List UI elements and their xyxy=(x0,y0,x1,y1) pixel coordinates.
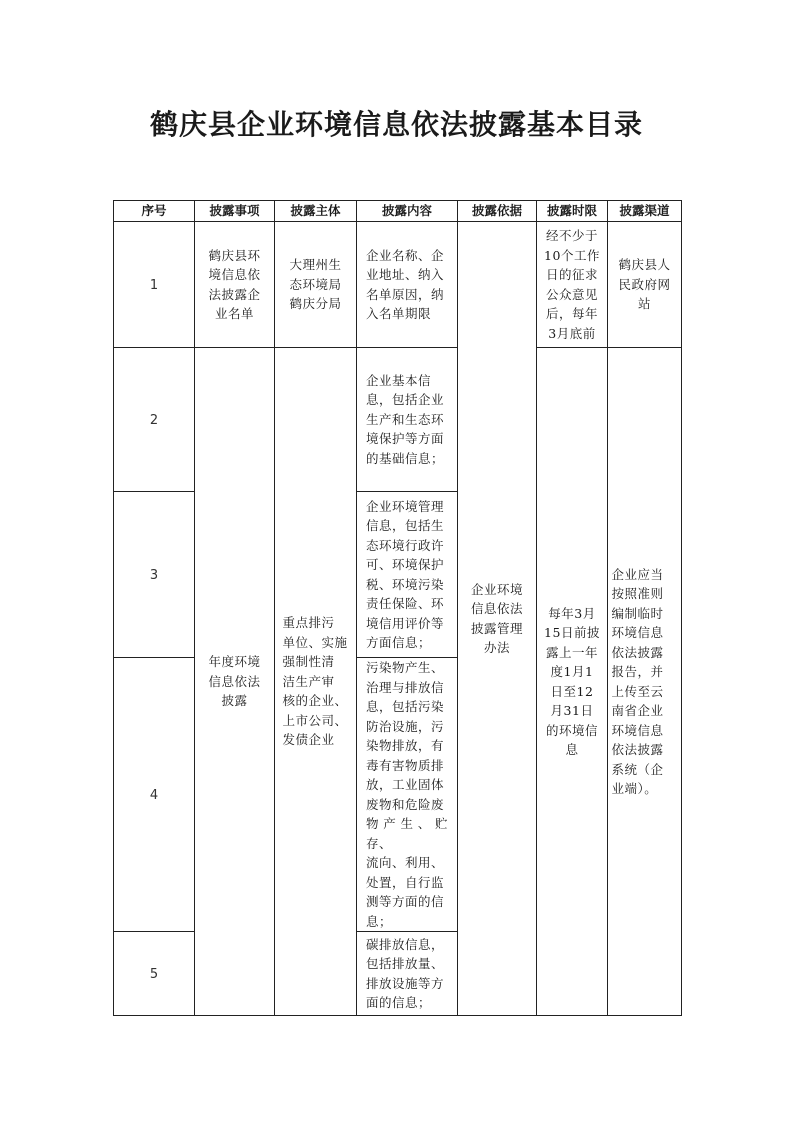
header-seq: 序号 xyxy=(114,201,195,222)
row-1-deadline xyxy=(537,222,608,348)
row-2-content xyxy=(357,348,458,492)
content-text: 企业名称、企 业地址、纳入 名单原因，纳 入名单期限 xyxy=(366,247,445,321)
group-subject-text: 重点排污 单位、实施 强制性清 洁生产审 核的企业、 上市公司、 发债企业 xyxy=(282,615,348,748)
content-text: 污染物产生、 治理与排放信 息，包括污染 防治设施，污 染物排放，有 毒有害物质排 放，工业固体 废物和危险废 物产生、贮存、 流向、利用、 处置，自行监 测等方面的信 息； xyxy=(366,660,448,929)
seq-number: 2 xyxy=(149,412,159,428)
row-4-content xyxy=(357,658,458,932)
item-text: 鹤庆县环 境信息依 法披露企 业名单 xyxy=(208,247,261,321)
content-text: 碳排放信息， 包括排放量、 排放设施等方 面的信息； xyxy=(366,936,445,1010)
row-1-seq xyxy=(114,222,195,348)
subject-text: 大理州生 态环境局 鹤庆分局 xyxy=(289,257,342,312)
row-5-content xyxy=(357,932,458,1016)
content-text: 企业基本信 息，包括企业 生产和生态环 境保护等方面 的基础信息； xyxy=(366,372,445,466)
row-3-content xyxy=(357,492,458,658)
group-channel-text: 企业应当 按照准则 编制临时 环境信息 依法披露 报告，并 上传至云 南省企业 环境信息 依法披露 系统（企 业端）。 xyxy=(611,566,664,796)
basis-text: 企业环境 信息依法 披露管理 办法 xyxy=(470,581,523,655)
row-1-content xyxy=(357,222,458,348)
seq-number: 3 xyxy=(149,567,159,583)
content-text: 企业环境管理 信息，包括生 态环境行政许 可、环境保护 税、环境污染 责任保险、环 境信用评价等 方面信息； xyxy=(366,498,445,650)
row-1-subject xyxy=(275,222,357,348)
header-item: 披露事项 xyxy=(195,201,275,222)
row-5-seq xyxy=(114,932,195,1016)
row-3-seq xyxy=(114,492,195,658)
seq-number: 1 xyxy=(149,277,159,293)
header-content: 披露内容 xyxy=(357,201,458,222)
group-channel-cell xyxy=(608,348,682,1016)
seq-number: 4 xyxy=(149,787,159,803)
header-basis: 披露依据 xyxy=(458,201,537,222)
header-subject: 披露主体 xyxy=(275,201,357,222)
group-item-text: 年度环境 信息依法 披露 xyxy=(208,654,261,709)
deadline-text: 经不少于 10个工作 日的征求 公众意见 后，每年 3月底前 xyxy=(544,228,600,341)
seq-number: 5 xyxy=(149,966,159,982)
table-row xyxy=(114,222,682,348)
row-4-seq xyxy=(114,658,195,932)
table-row xyxy=(114,348,682,492)
row-1-channel xyxy=(608,222,682,348)
row-1-item xyxy=(195,222,275,348)
page-title: 鹤庆县企业环境信息依法披露基本目录 xyxy=(149,108,643,141)
group-subject-cell xyxy=(275,348,357,1016)
header-channel: 披露渠道 xyxy=(608,201,682,222)
group-deadline-text: 每年3月 15日前披 露上一年 度1月1 日至12 月31日 的环境信 息 xyxy=(544,605,600,757)
row-2-seq xyxy=(114,348,195,492)
basis-cell xyxy=(458,222,537,1016)
group-deadline-cell xyxy=(537,348,608,1016)
disclosure-table xyxy=(113,200,682,1016)
table-header-row xyxy=(114,201,682,222)
group-item-cell xyxy=(195,348,275,1016)
header-deadline: 披露时限 xyxy=(537,201,608,222)
channel-text: 鹤庆县人 民政府网 站 xyxy=(618,257,671,312)
